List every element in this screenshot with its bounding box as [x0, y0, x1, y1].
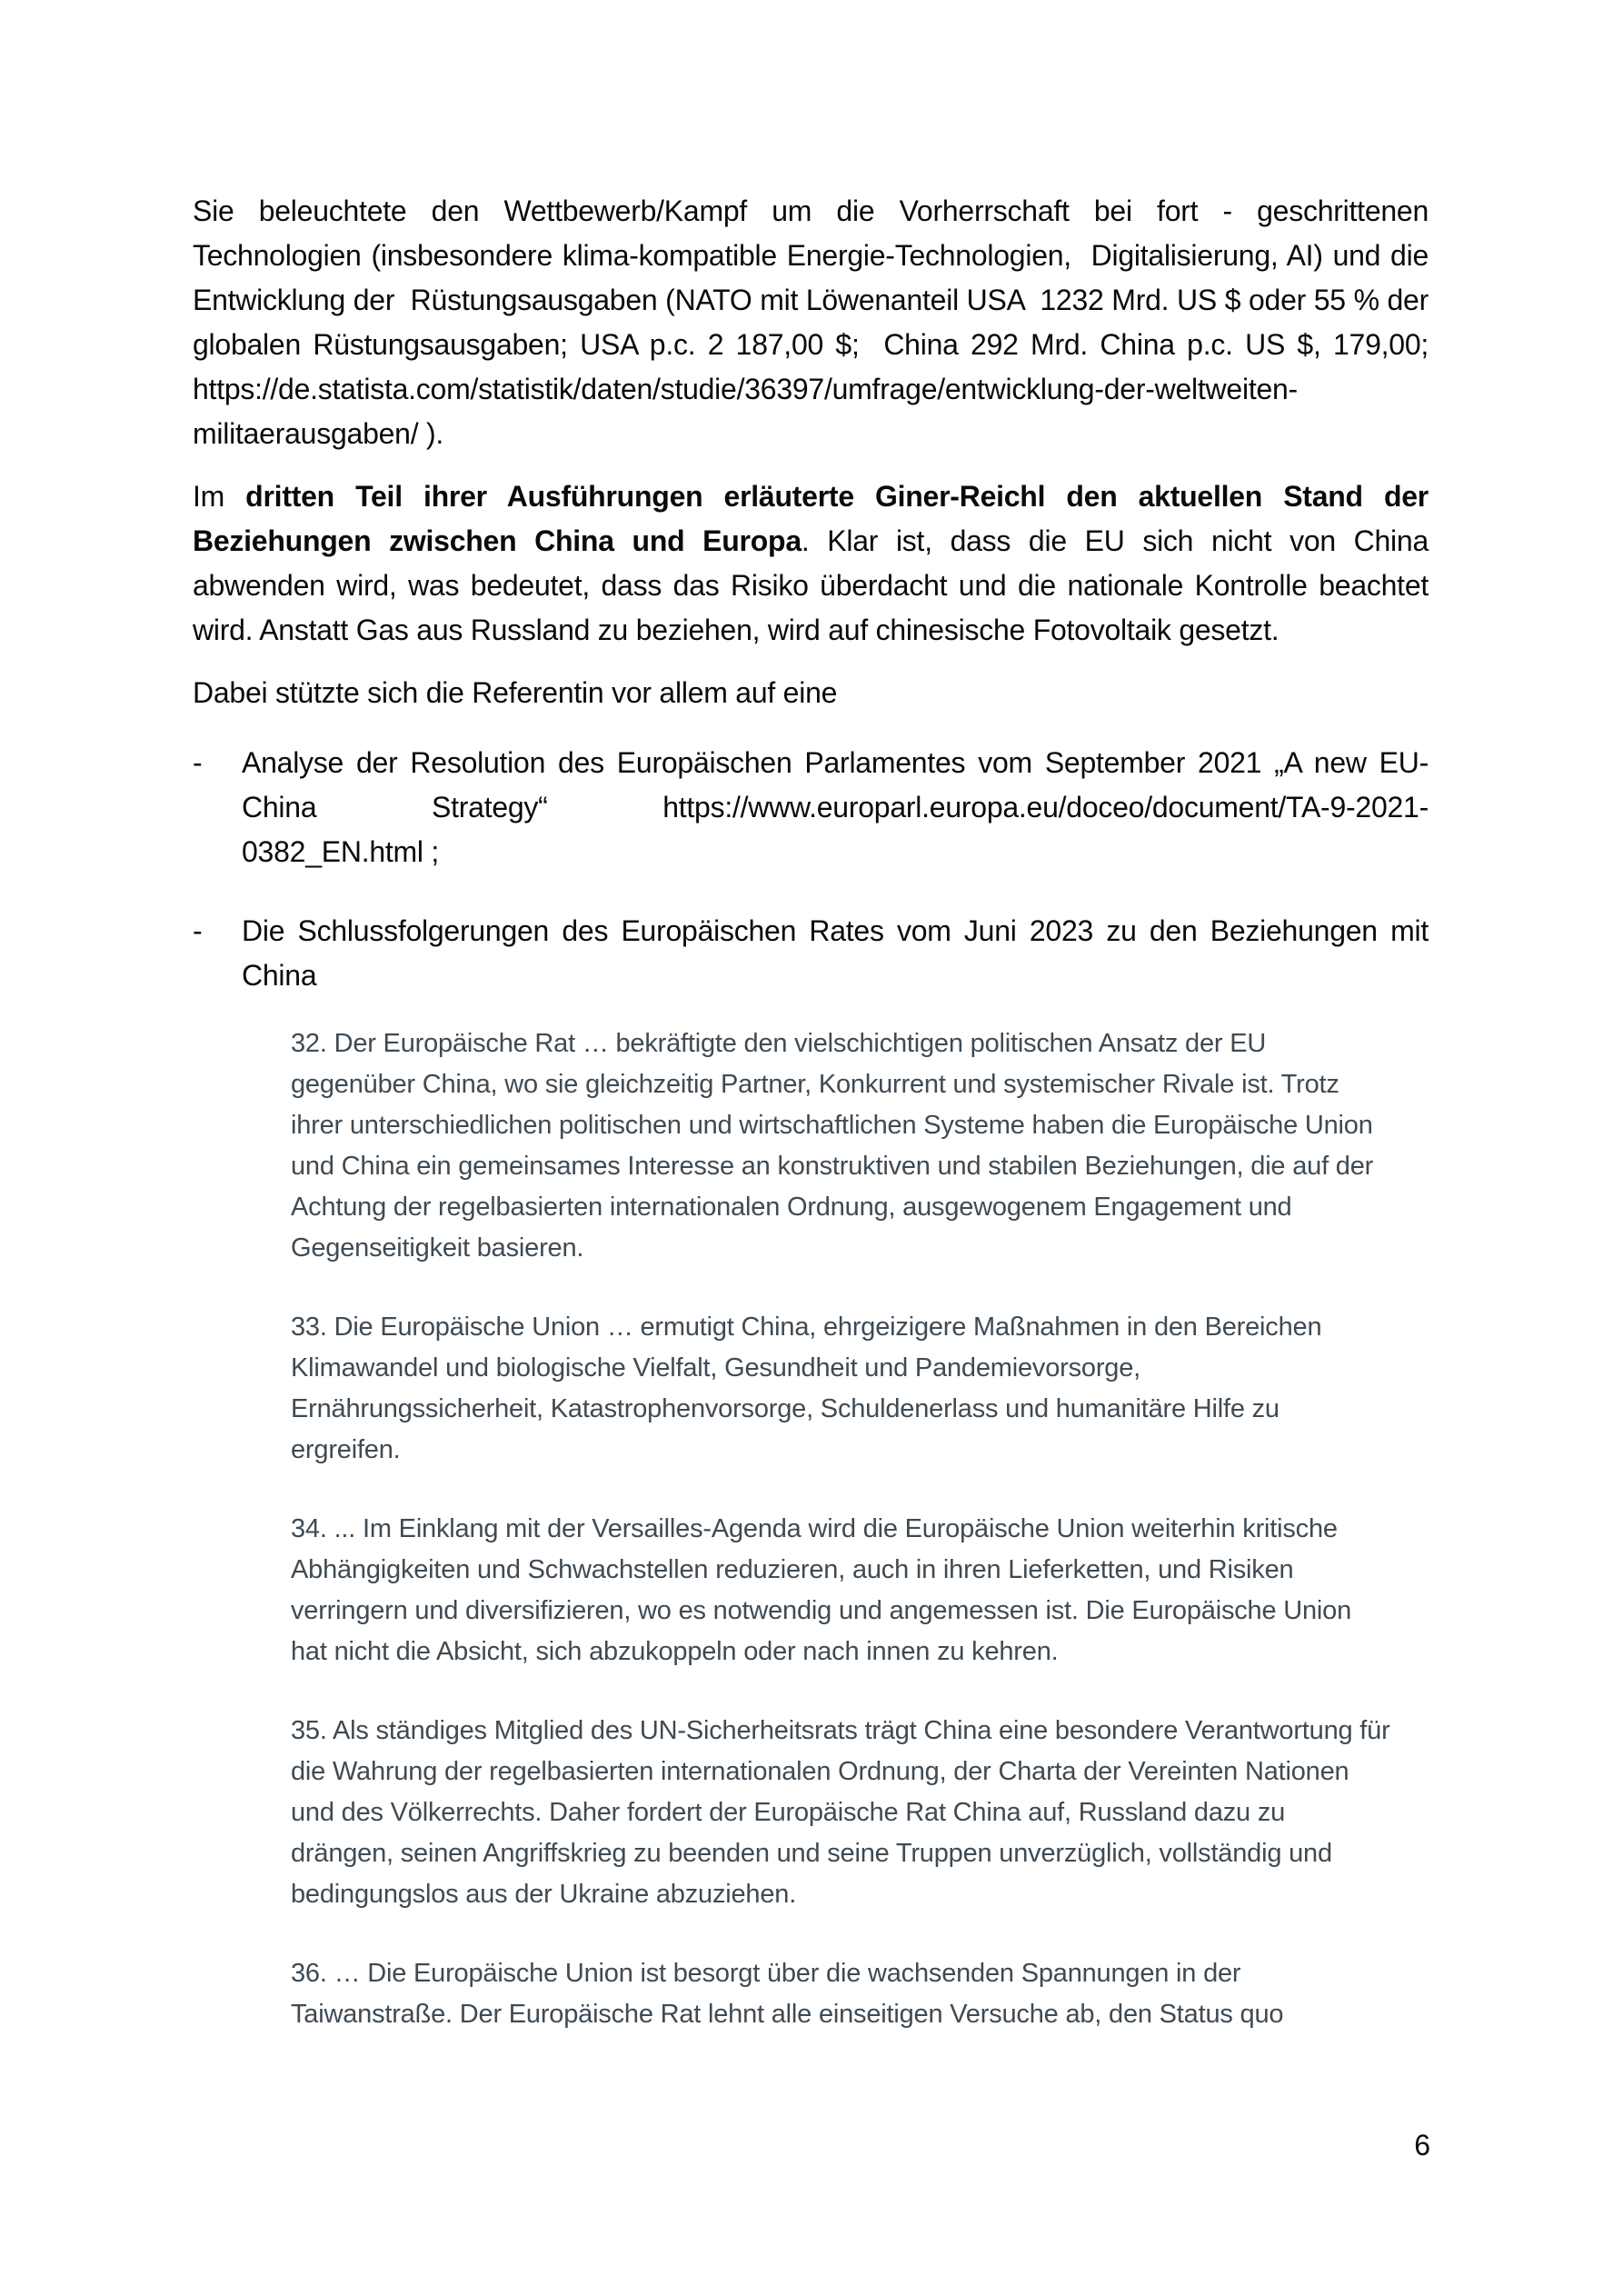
- list-item-council-conclusions: [193, 909, 1437, 998]
- quote-paragraph-36: 36. … Die Europäische Union ist besorgt über die wachsenden Spannungen in der Taiwanstraße. Der Europäische Rat lehnt alle einseitigen Versuche ab, den Status quo: [291, 1959, 1284, 2029]
- bold-text-segment: dritten Teil ihrer Ausführungen erläuterte Giner-Reichl den aktuellen Stand der Beziehungen zwischen China und Europa: [193, 480, 1437, 557]
- page-content: [193, 189, 1437, 2035]
- council-conclusions-quote-block: [291, 1023, 1398, 2035]
- europarl-url-text[interactable]: https://www.europarl.europa.eu/doceo/document/TA-9-2021-: [662, 791, 1429, 824]
- paragraph-third-part-china-europe: [193, 474, 1437, 653]
- quote-paragraph-33: 33. Die Europäische Union … ermutigt China, ehrgeizigere Maßnahmen in den Bereichen Klimawandel und biologische Vielfalt, Gesundheit und Pandemievorsorge, Ernährungssicherheit, Katastrophenvorsorge, Schuldenerlass und humanitäre Hilfe zu ergreifen.: [291, 1313, 1329, 1464]
- list-item-text: Die Schlussfolgerungen des Europäischen Rates vom Juni 2023 zu den Beziehungen mit China: [242, 914, 1437, 992]
- dash-bullet: -: [193, 746, 203, 779]
- page-number: 6: [1414, 2129, 1430, 2161]
- list-item-line: [242, 785, 1429, 830]
- text-segment: Im: [193, 480, 246, 513]
- statista-url-text[interactable]: https://de.statista.com/statistik/daten/studie/36397/umfrage/entwicklung-der-weltweiten-militaerausgaben/: [193, 373, 1298, 450]
- text-segment: . Klar ist, dass die EU sich nicht von China abwenden wird, was bedeutet, dass das Risiko überdacht und die nationale Kontrolle beachtet wird. Anstatt Gas aus Russland zu beziehen, wird auf chinesische Fotovoltaik gesetzt.: [193, 524, 1437, 646]
- list-item-line: 0382_EN.html ;: [242, 835, 440, 868]
- text-segment: ).: [418, 417, 444, 450]
- text-segment: China: [242, 791, 317, 824]
- list-item-line: Analyse der Resolution des Europäischen Parlamentes vom September 2021 „A new EU-: [242, 746, 1429, 779]
- text-segment: Strategy“: [432, 791, 548, 824]
- text-segment: Sie beleuchtete den Wettbewerb/Kampf um die Vorherrschaft bei fort - geschrittenen Technologien (insbesondere klima-kompatible Energie-Technologien, Digitalisierung, AI) und die Entwicklung der Rüstungsausgaben (NATO mit Löwenanteil USA 1232 Mrd. US $ oder 55 % der globalen Rüstungsausgaben; USA p.c. 2 187,00 $; China 292 Mrd. China p.c. US $, 179,00;: [193, 195, 1437, 361]
- dash-bullet: -: [193, 914, 203, 947]
- quote-paragraph-32: 32. Der Europäische Rat … bekräftigte den vielschichtigen politischen Ansatz der EU gegenüber China, wo sie gleichzeitig Partner, Konkurrent und systemischer Rivale ist. Trotz ihrer unterschiedlichen politischen und wirtschaftlichen Systeme haben die Europäische Union und China ein gemeinsames Interesse an konstruktiven und stabilen Beziehungen, die auf der Achtung der regelbasierten internationalen Ordnung, ausgewogenem Engagement und Gegenseitigkeit basieren.: [291, 1029, 1380, 1263]
- paragraph-competition-technologies: [193, 189, 1437, 456]
- quote-paragraph-35: 35. Als ständiges Mitglied des UN-Sicherheitsrats trägt China eine besondere Verantwortung für die Wahrung der regelbasierten internationalen Ordnung, der Charta der Vereinten Nationen und des Völkerrechts. Daher fordert der Europäische Rat China auf, Russland dazu zu drängen, seinen Angriffskrieg zu beenden und seine Truppen unverzüglich, vollständig und bedingungslos aus der Ukraine abzuziehen.: [291, 1716, 1398, 1909]
- quote-paragraph-34: 34. ... Im Einklang mit der Versailles-Agenda wird die Europäische Union weiterhin kritische Abhängigkeiten und Schwachstellen reduzieren, auch in ihren Lieferketten, und Risiken verringern und diversifizieren, wo es notwendig und angemessen ist. Die Europäische Union hat nicht die Absicht, sich abzukoppeln oder nach innen zu kehren.: [291, 1514, 1359, 1666]
- list-item-resolution-analysis: [193, 741, 1429, 874]
- list-item-text: [242, 741, 1429, 874]
- paragraph-lead-in: Dabei stützte sich die Referentin vor allem auf eine: [193, 676, 838, 709]
